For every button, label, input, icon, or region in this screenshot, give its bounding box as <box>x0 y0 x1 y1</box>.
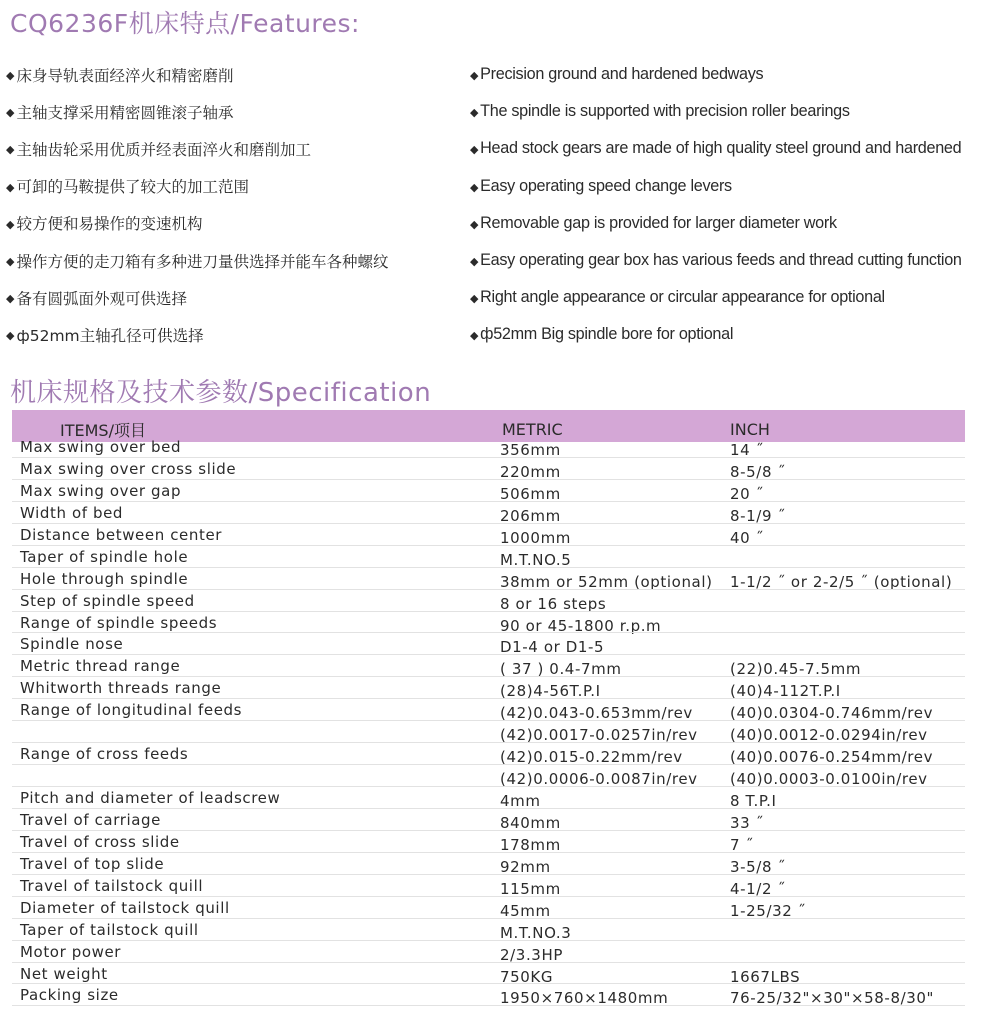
feature-text: Head stock gears are made of high quality steel ground and hardened <box>480 139 962 158</box>
spec-item: Spindle nose <box>20 635 124 654</box>
spec-metric: (42)0.0006-0.0087in/rev <box>500 770 698 789</box>
bullet-diamond-icon: ◆ <box>6 329 15 343</box>
spec-item: Whitworth threads range <box>20 679 222 698</box>
bullet-diamond-icon: ◆ <box>470 107 479 120</box>
spec-row <box>0 941 1000 963</box>
spec-row <box>0 546 1000 568</box>
spec-item: Travel of top slide <box>20 854 165 873</box>
spec-metric: 92mm <box>500 857 551 876</box>
feature-item <box>470 93 1000 130</box>
spec-inch: (40)0.0076-0.254mm/rev <box>730 748 934 767</box>
spec-row <box>0 612 1000 634</box>
spec-row <box>0 633 1000 655</box>
feature-item <box>6 130 526 167</box>
spec-row <box>0 590 1000 612</box>
spec-item: Metric thread range <box>20 657 181 676</box>
spec-inch: 33 ˝ <box>730 813 764 832</box>
feature-text: Removable gap is provided for larger diameter work <box>480 213 837 232</box>
feature-text: ф52mm主轴孔径可供选择 <box>16 326 204 345</box>
bullet-diamond-icon: ◆ <box>470 144 479 157</box>
bullet-diamond-icon: ◆ <box>6 69 15 83</box>
spec-item: Max swing over cross slide <box>20 459 237 478</box>
spec-inch: 1-1/2 ˝ or 2-2/5 ˝ (optional) <box>730 572 953 591</box>
spec-metric: (28)4-56T.P.I <box>500 682 601 701</box>
feature-item <box>470 130 1000 167</box>
feature-text: 可卸的马鞍提供了较大的加工范围 <box>16 178 249 197</box>
spec-item: Motor power <box>20 942 122 961</box>
spec-item: Diameter of tailstock quill <box>20 898 230 917</box>
spec-metric: 1950×760×1480mm <box>500 989 669 1008</box>
feature-item <box>470 205 1000 242</box>
spec-inch: 14 ˝ <box>730 441 764 459</box>
bullet-diamond-icon: ◆ <box>6 180 15 194</box>
spec-metric: ( 37 ) 0.4-7mm <box>500 660 622 679</box>
bullet-diamond-icon: ◆ <box>470 70 479 83</box>
spec-item: Range of cross feeds <box>20 745 189 764</box>
spec-item: Range of longitudinal feeds <box>20 701 243 720</box>
bullet-diamond-icon: ◆ <box>470 330 479 343</box>
spec-row <box>0 875 1000 897</box>
feature-text: 床身导轨表面经淬火和精密磨削 <box>16 66 234 85</box>
spec-inch: (22)0.45-7.5mm <box>730 660 862 679</box>
spec-item: Distance between center <box>20 525 223 544</box>
spec-row <box>0 853 1000 875</box>
spec-metric: 4mm <box>500 792 541 810</box>
feature-item <box>470 168 1000 205</box>
spec-row <box>0 721 1000 743</box>
spec-row <box>0 436 1000 458</box>
spec-inch: 20 ˝ <box>730 484 764 503</box>
spec-item: Width of bed <box>20 503 124 522</box>
spec-metric: 45mm <box>500 901 551 920</box>
feature-text: 主轴支撑采用精密圆锥滚子轴承 <box>16 103 234 122</box>
feature-text: Precision ground and hardened bedways <box>480 65 764 84</box>
spec-row <box>0 831 1000 853</box>
spec-row <box>0 897 1000 919</box>
bullet-diamond-icon: ◆ <box>470 181 479 194</box>
bullet-diamond-icon: ◆ <box>470 256 479 269</box>
spec-item: Travel of carriage <box>20 810 162 829</box>
spec-metric: 90 or 45-1800 r.p.m <box>500 616 662 635</box>
spec-metric: 750KG <box>500 967 554 986</box>
spec-row <box>0 480 1000 502</box>
spec-row <box>0 919 1000 941</box>
spec-item: Max swing over gap <box>20 481 182 500</box>
feature-item <box>6 242 526 279</box>
spec-row <box>0 655 1000 677</box>
feature-text: 较方便和易操作的变速机构 <box>16 215 203 234</box>
feature-text: Right angle appearance or circular appearance for optional <box>480 288 885 307</box>
spec-item: Hole through spindle <box>20 569 189 588</box>
feature-item <box>6 93 526 130</box>
specification-title: 机床规格及技术参数/Specification <box>10 378 432 408</box>
feature-item <box>470 242 1000 279</box>
bullet-diamond-icon: ◆ <box>6 217 15 231</box>
spec-item: Pitch and diameter of leadscrew <box>20 789 281 807</box>
spec-inch: 4-1/2 ˝ <box>730 879 786 898</box>
spec-row <box>0 502 1000 524</box>
spec-inch: 8-5/8 ˝ <box>730 462 786 481</box>
bullet-diamond-icon: ◆ <box>6 106 15 120</box>
feature-text: ф52mm Big spindle bore for optional <box>480 325 734 344</box>
bullet-diamond-icon: ◆ <box>6 255 15 269</box>
features-list-english <box>470 56 1000 354</box>
features-title: CQ6236F机床特点/Features: <box>10 9 360 38</box>
spec-item: Taper of spindle hole <box>20 547 189 566</box>
bullet-diamond-icon: ◆ <box>470 293 479 306</box>
spec-metric: 115mm <box>500 879 561 898</box>
spec-item: Travel of cross slide <box>20 832 180 851</box>
feature-text: The spindle is supported with precision roller bearings <box>480 102 850 121</box>
feature-item <box>470 279 1000 316</box>
spec-row <box>0 458 1000 480</box>
feature-text: 主轴齿轮采用优质并经表面淬火和磨削加工 <box>16 140 311 159</box>
spec-row <box>0 963 1000 985</box>
spec-inch: 76-25/32"×30"×58-8/30" <box>730 989 935 1008</box>
header-metric: METRIC <box>502 420 563 439</box>
spec-metric: (42)0.015-0.22mm/rev <box>500 748 683 767</box>
feature-item <box>6 56 526 93</box>
spec-row <box>0 787 1000 809</box>
bullet-diamond-icon: ◆ <box>6 143 15 157</box>
spec-metric: 38mm or 52mm (optional) <box>500 572 713 591</box>
header-items: ITEMS/项目 <box>60 421 146 440</box>
spec-row <box>0 743 1000 765</box>
spec-item: Travel of tailstock quill <box>20 876 204 895</box>
spec-metric: 8 or 16 steps <box>500 594 607 613</box>
spec-row <box>0 524 1000 546</box>
spec-inch: (40)0.0003-0.0100in/rev <box>730 770 928 789</box>
feature-item <box>470 316 1000 353</box>
spec-item: Range of spindle speeds <box>20 613 218 632</box>
spec-item: Max swing over bed <box>20 438 182 456</box>
spec-metric: 1000mm <box>500 528 571 547</box>
feature-text: 备有圆弧面外观可供选择 <box>16 289 187 308</box>
feature-item <box>6 279 526 316</box>
spec-inch: 3-5/8 ˝ <box>730 857 786 876</box>
spec-metric: 356mm <box>500 441 561 459</box>
spec-inch: 8-1/9 ˝ <box>730 506 786 525</box>
spec-row <box>0 765 1000 787</box>
spec-row <box>0 809 1000 831</box>
spec-metric: D1-4 or D1-5 <box>500 638 605 657</box>
feature-item <box>6 205 526 242</box>
spec-metric: 178mm <box>500 835 561 854</box>
feature-item <box>470 56 1000 93</box>
spec-row <box>0 568 1000 590</box>
spec-metric: (42)0.0017-0.0257in/rev <box>500 726 698 745</box>
bullet-diamond-icon: ◆ <box>470 218 479 231</box>
spec-metric: (42)0.043-0.653mm/rev <box>500 704 693 723</box>
feature-text: Easy operating gear box has various feeds and thread cutting function <box>480 251 962 270</box>
spec-metric: 840mm <box>500 813 561 832</box>
spec-inch: (40)0.0304-0.746mm/rev <box>730 704 934 723</box>
spec-metric: M.T.NO.5 <box>500 550 572 569</box>
feature-item <box>6 168 526 205</box>
header-inch: INCH <box>730 420 770 439</box>
spec-inch: 1-25/32 ˝ <box>730 901 806 920</box>
spec-item: Net weight <box>20 964 108 983</box>
bullet-diamond-icon: ◆ <box>6 292 15 306</box>
spec-item: Step of spindle speed <box>20 591 195 610</box>
spec-metric: 506mm <box>500 484 561 503</box>
spec-metric: 2/3.3HP <box>500 945 563 964</box>
spec-row <box>0 677 1000 699</box>
spec-inch: 1667LBS <box>730 967 801 986</box>
spec-inch: 40 ˝ <box>730 528 764 547</box>
spec-row <box>0 984 1000 1006</box>
features-list-chinese <box>6 56 526 354</box>
feature-text: 操作方便的走刀箱有多种进刀量供选择并能车各种螺纹 <box>16 252 389 271</box>
spec-inch: (40)4-112T.P.I <box>730 682 841 701</box>
feature-item <box>6 316 526 353</box>
spec-inch: 8 T.P.I <box>730 792 777 810</box>
spec-inch: 7 ˝ <box>730 835 754 854</box>
spec-table <box>0 436 1000 1006</box>
spec-row <box>0 699 1000 721</box>
feature-text: Easy operating speed change levers <box>480 176 732 195</box>
spec-inch: (40)0.0012-0.0294in/rev <box>730 726 928 745</box>
spec-metric: 220mm <box>500 462 561 481</box>
spec-metric: 206mm <box>500 506 561 525</box>
spec-metric: M.T.NO.3 <box>500 923 572 942</box>
spec-item: Packing size <box>20 986 119 1005</box>
spec-item: Taper of tailstock quill <box>20 920 199 939</box>
